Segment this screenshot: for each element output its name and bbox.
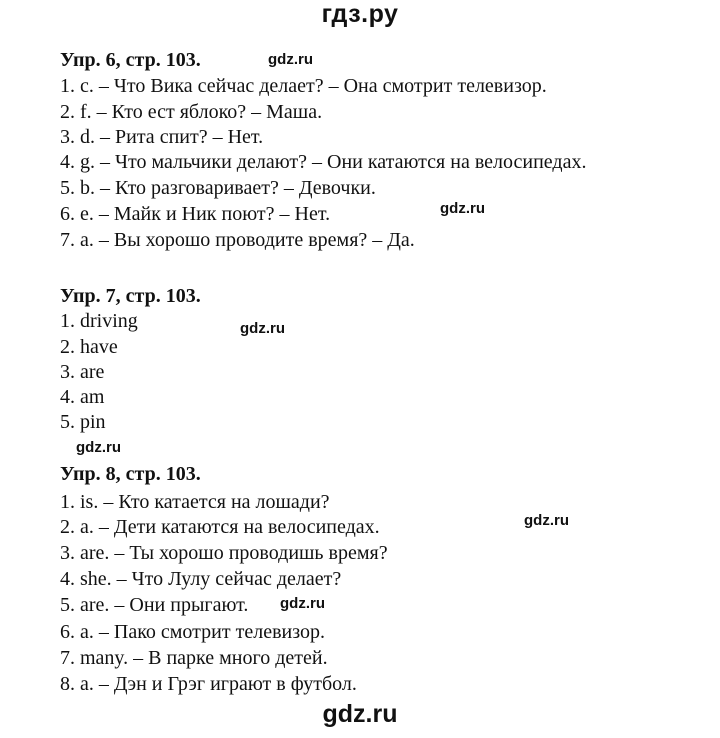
- section-heading-ex8: Упр. 8, стр. 103.: [60, 463, 201, 485]
- section-heading-ex7: Упр. 7, стр. 103.: [60, 285, 201, 307]
- answer-line: 4. she. – Что Лулу сейчас делает?: [60, 568, 342, 590]
- answer-line: 2. a. – Дети катаются на велосипедах.: [60, 516, 380, 538]
- watermark: gdz.ru: [240, 320, 285, 337]
- answer-line: 6. e. – Майк и Ник поют? – Нет.: [60, 203, 331, 225]
- watermark: gdz.ru: [524, 512, 569, 529]
- watermark: gdz.ru: [440, 200, 485, 217]
- answer-line: 3. d. – Рита спит? – Нет.: [60, 126, 264, 148]
- answer-line: 5. b. – Кто разговаривает? – Девочки.: [60, 177, 376, 199]
- answer-line: 4. am: [60, 386, 105, 408]
- answer-line: 7. a. – Вы хорошо проводите время? – Да.: [60, 229, 415, 251]
- answer-line: 5. are. – Они прыгают.: [60, 594, 249, 616]
- answer-line: 1. is. – Кто катается на лошади?: [60, 491, 330, 513]
- answer-line: 8. a. – Дэн и Грэг играют в футбол.: [60, 673, 357, 695]
- answer-line: 1. driving: [60, 310, 138, 332]
- section-heading-ex6: Упр. 6, стр. 103.: [60, 49, 201, 71]
- answer-line: 2. have: [60, 336, 118, 358]
- answer-line: 3. are. – Ты хорошо проводишь время?: [60, 542, 388, 564]
- answer-line: 6. a. – Пако смотрит телевизор.: [60, 621, 325, 643]
- watermark: gdz.ru: [268, 51, 313, 68]
- answer-line: 3. are: [60, 361, 105, 383]
- watermark: gdz.ru: [76, 439, 121, 456]
- answer-line: 2. f. – Кто ест яблоко? – Маша.: [60, 101, 323, 123]
- watermark: gdz.ru: [280, 595, 325, 612]
- answer-line: 4. g. – Что мальчики делают? – Они катаются на велосипедах.: [60, 151, 587, 173]
- answer-line: 5. pin: [60, 411, 106, 433]
- answer-line: 7. many. – В парке много детей.: [60, 647, 328, 669]
- site-footer: gdz.ru: [322, 700, 398, 728]
- answer-line: 1. c. – Что Вика сейчас делает? – Она смотрит телевизор.: [60, 75, 547, 97]
- site-header: гдз.ру: [321, 0, 399, 28]
